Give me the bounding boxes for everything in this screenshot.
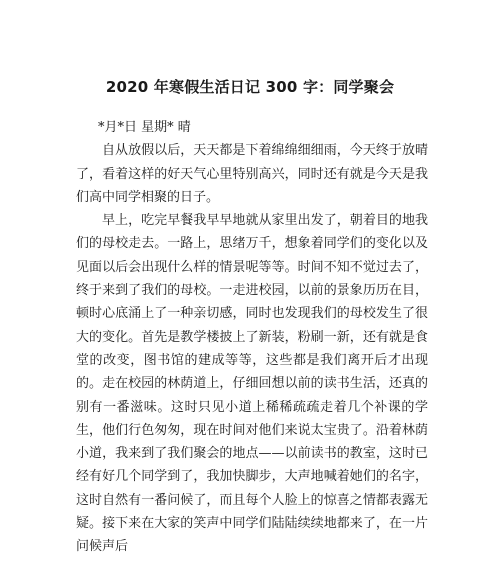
paragraph-1: 自从放假以后，天天都是下着绵绵细细雨，今天终于放晴了，看着这样的好天气心里特别高兴，同时还有就是今天是我们高中同学相聚的日子。	[76, 143, 428, 205]
document-title: 2020 年寒假生活日记 300 字：同学聚会	[105, 78, 395, 96]
date-weather-line: *月*日 星期* 晴	[98, 120, 191, 135]
paragraph-2: 早上，吃完早餐我早早地就从家里出发了，朝着目的地我们的母校走去。一路上，思绪万千，想象着同学们的变化以及见面以后会出现什么样的情景呢等等。时间不知不觉过去了，终于来到了我们的母校。一走进校园，以前的景象历历在目，顿时心底涌上了一种亲切感，同时也发现我们的母校发生了很大的变化。首先是教学楼披上了新装，粉刷一新，还有就是食堂的改变，图书馆的建成等等，这些都是我们离开后才出现的。走在校园的林荫道上，仔细回想以前的读书生活，还真的别有一番滋味。这时只见小道上稀稀疏疏走着几个补课的学生，他们行色匆匆，现在时间对他们来说太宝贵了。沿着林荫小道，我来到了我们聚会的地点——以前读书的教室，这时已经有好几个同学到了，我加快脚步，大声地喊着她们的名字，这时自然有一番问候了，而且每个人脸上的惊喜之情都表露无疑。接下来在大家的笑声中同学们陆陆续续地都来了，在一片问候声后	[76, 213, 428, 555]
document-body	[76, 116, 428, 559]
